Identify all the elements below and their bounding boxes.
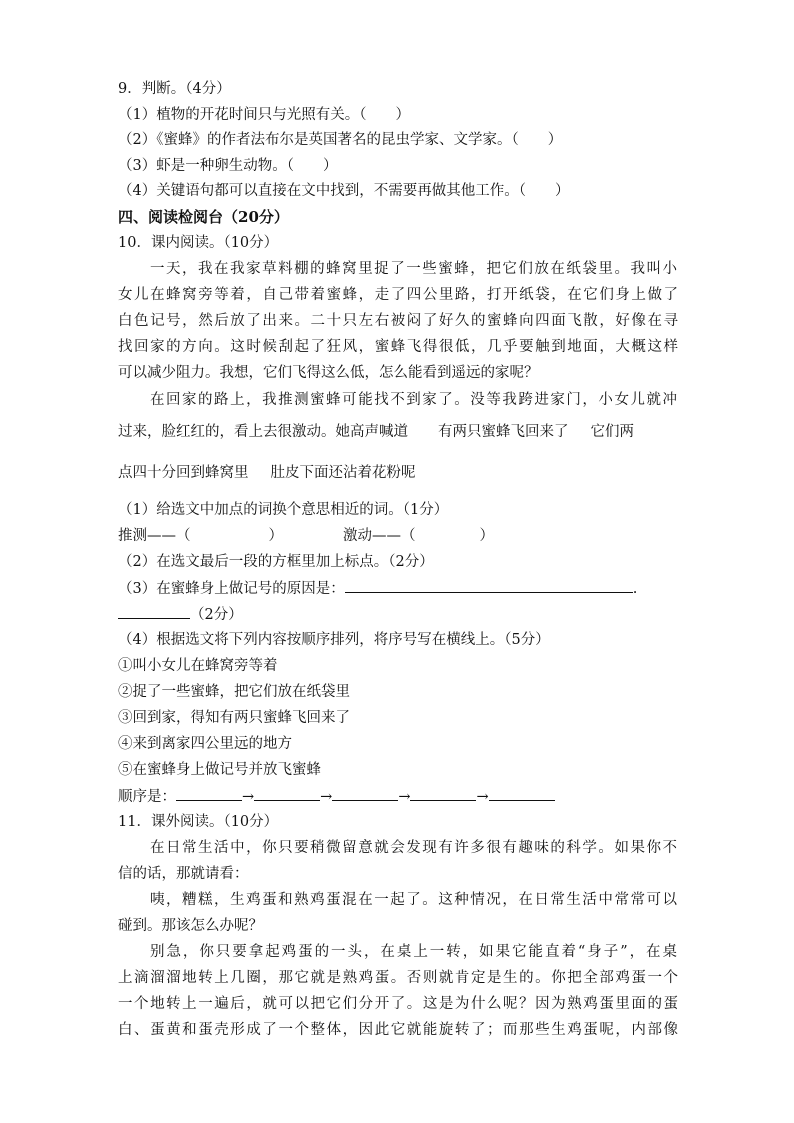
- passage-segment: 点四十分回到蜂窝里: [118, 465, 249, 481]
- period: .: [632, 581, 638, 597]
- q10-passage-line: [118, 421, 634, 443]
- order-blank-5[interactable]: [489, 785, 555, 801]
- q10-passage-line: 可以减少阻力。我想，它们飞得这么低，怎么能看到遥远的家呢？: [118, 365, 539, 381]
- q10-sub1: （1）给选文中加点的词换个意思相近的词。（1分）: [118, 502, 449, 518]
- order-label: 顺序是：: [118, 789, 176, 805]
- q9-title: 9．判断。（4分）: [118, 81, 231, 97]
- arrow-icon: →: [398, 789, 411, 805]
- q10-passage-line: 女儿在蜂窝旁等着，自己带着蜜蜂，走了四公里路，打开纸袋，在它们身上做了: [118, 287, 678, 303]
- q10-sub4: （4）根据选文将下列内容按顺序排列，将序号写在横线上。（5分）: [118, 632, 550, 648]
- q11-passage-line: 别急，你只要拿起鸡蛋的一头，在桌上一转，如果它能直着“身子”，在桌: [150, 944, 677, 960]
- q11-title: 11．课外阅读。（10分）: [118, 814, 279, 830]
- order-blank-3[interactable]: [332, 785, 398, 801]
- q10-option-2: ②捉了一些蜜蜂，把它们放在纸袋里: [118, 684, 350, 700]
- q10-option-5: ⑤在蜜蜂身上做记号并放飞蜜蜂: [118, 762, 321, 778]
- score: （2分）: [190, 607, 243, 623]
- q9-item-1: （1）植物的开花时间只与光照有关。（ ）: [118, 107, 410, 123]
- q11-passage-line: 上滴溜溜地转上几圈，那它就是熟鸡蛋。否则就肯定是生的。你把全部鸡蛋一个: [118, 970, 678, 986]
- q9-item-3: （3）虾是一种卵生动物。（ ）: [118, 158, 338, 174]
- q10-option-4: ④来到离家四公里远的地方: [118, 736, 292, 752]
- paren-close: ）: [268, 528, 283, 544]
- answer-line[interactable]: [118, 603, 190, 619]
- q9-item-4: （4）关键语句都可以直接在文中找到，不需要再做其他工作。（ ）: [118, 183, 570, 199]
- q9-item-2: （2）《蜜蜂》的作者法布尔是英国著名的昆虫学家、文学家。（ ）: [118, 132, 563, 148]
- q10-sub2: （2）在选文最后一段的方框里加上标点。（2分）: [118, 554, 434, 570]
- paren-close: ）: [479, 528, 494, 544]
- section-heading: 四、阅读检阅台（20分）: [118, 208, 289, 226]
- q10-title: 10．课内阅读。（10分）: [118, 235, 279, 251]
- q11-passage-line: 在日常生活中，你只要稍微留意就会发现有许多很有趣味的科学。如果你不: [150, 840, 677, 856]
- q10-sub3-cont: [118, 603, 243, 626]
- q10-passage-line: 在回家的路上，我推测蜜蜂可能找不到家了。没等我跨进家门，小女儿就冲: [150, 392, 677, 408]
- q10-sub1-answers: [118, 525, 494, 547]
- q10-passage-line: 一天，我在我家草料棚的蜂窝里捉了一些蜜蜂，把它们放在纸袋里。我叫小: [150, 261, 677, 277]
- q10-order-row: [118, 785, 555, 808]
- order-blank-2[interactable]: [254, 785, 320, 801]
- q10-option-1: ①叫小女儿在蜂窝旁等着: [118, 658, 278, 674]
- arrow-icon: →: [476, 789, 489, 805]
- q10-passage-line: 白色记号，然后放了出来。二十只左右被闷了好久的蜜蜂向四面飞散，好像在寻: [118, 313, 678, 329]
- word-label: 推测——（: [118, 528, 191, 544]
- passage-segment: 有两只蜜蜂飞回来了: [438, 424, 569, 440]
- word-label: 激动——（: [343, 528, 416, 544]
- answer-line[interactable]: [345, 577, 633, 593]
- q11-passage-line: 咦，糟糕，生鸡蛋和熟鸡蛋混在一起了。这种情况，在日常生活中常常可以: [150, 892, 677, 908]
- order-blank-1[interactable]: [176, 785, 242, 801]
- arrow-icon: →: [242, 789, 255, 805]
- passage-segment: 过来，脸红红的，看上去很激动。她高声喊道: [118, 424, 408, 440]
- sub3-text: （3）在蜜蜂身上做记号的原因是：: [118, 581, 345, 597]
- q11-passage-line: 白、蛋黄和蛋壳形成了一个整体，因此它就能旋转了；而那些生鸡蛋呢，内部像: [118, 1022, 678, 1038]
- q11-passage-line: 信的话，那就请看：: [118, 866, 249, 882]
- passage-segment: 它们两: [590, 424, 634, 440]
- passage-segment: 肚皮下面还沾着花粉呢: [270, 465, 416, 481]
- order-blank-4[interactable]: [410, 785, 476, 801]
- q10-sub3: [118, 577, 637, 600]
- q10-option-3: ③回到家，得知有两只蜜蜂飞回来了: [118, 710, 350, 726]
- arrow-icon: →: [320, 789, 333, 805]
- q10-passage-line: [118, 462, 416, 484]
- q10-passage-line: 找回家的方向。这时候刮起了狂风，蜜蜂飞得很低，几乎要触到地面，大概这样: [118, 339, 678, 355]
- q11-passage-line: 碰到。那该怎么办呢？: [118, 918, 263, 934]
- q11-passage-line: 一个地转上一遍后，就可以把它们分开了。这是为什么呢？因为熟鸡蛋里面的蛋: [118, 996, 678, 1012]
